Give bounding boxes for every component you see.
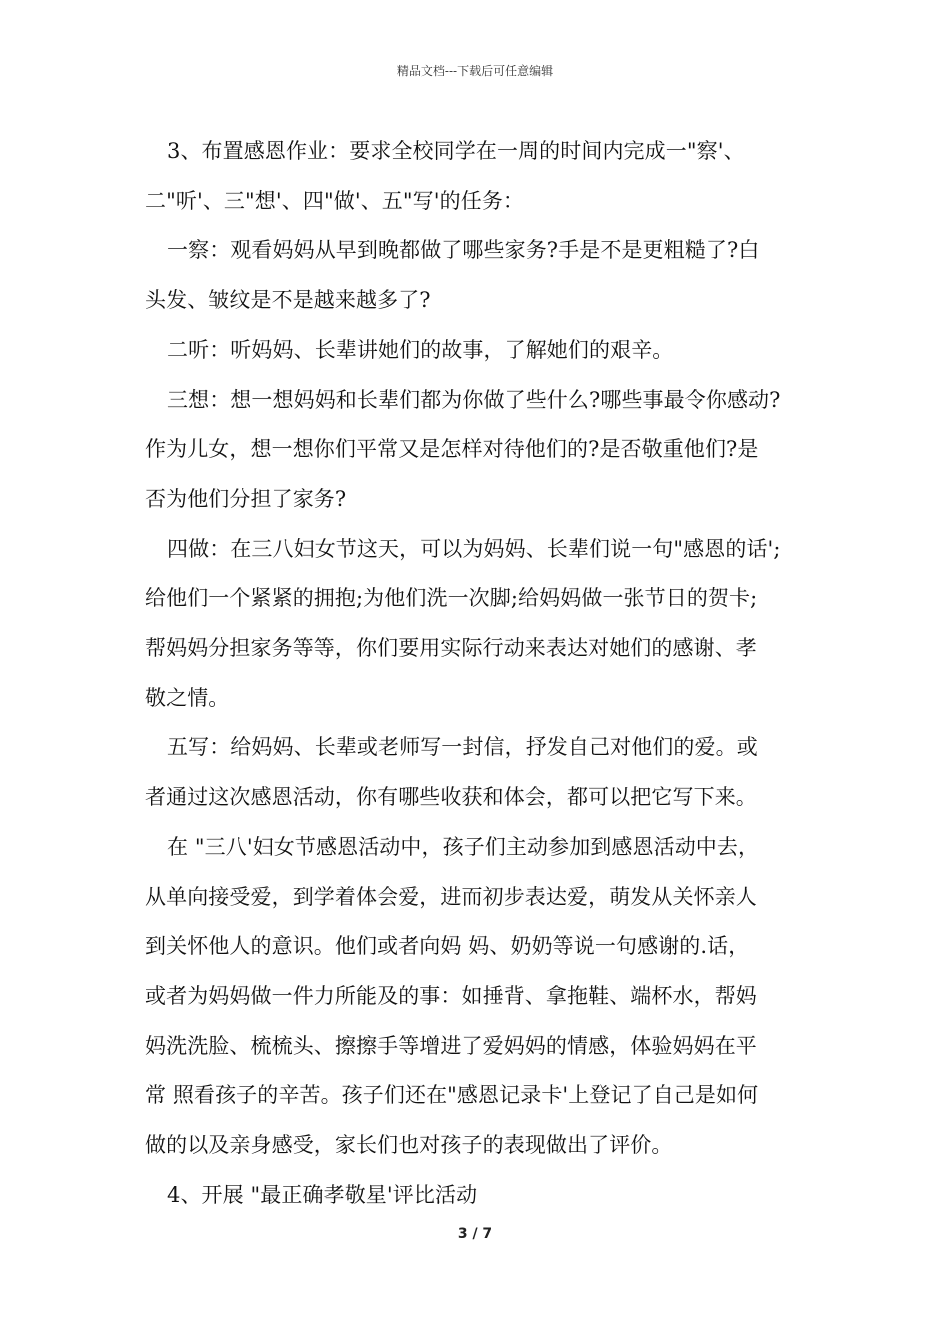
text-line: 帮妈妈分担家务等等，你们要用实际行动来表达对她们的感谢、孝 <box>145 636 757 661</box>
text-line: 二"听'、三"想'、四"做'、五"写'的任务： <box>145 188 525 213</box>
text-line: 四做：在三八妇女节这天，可以为妈妈、长辈们说一句"感恩的话'; <box>167 536 781 561</box>
text-line: 二听：听妈妈、长辈讲她们的故事，了解她们的艰辛。 <box>167 337 674 362</box>
text-line: 3、布置感恩作业：要求全校同学在一周的时间内完成一"察'、 <box>167 139 745 163</box>
text-line: 从单向接受爱，到学着体会爱，进而初步表达爱，萌发从关怀亲人 <box>145 884 757 909</box>
page-header: 精品文档---下载后可任意编辑 <box>396 64 554 78</box>
text-line: 常 照看孩子的辛苦。孩子们还在"感恩记录卡'上登记了自己是如何 <box>145 1083 759 1108</box>
text-line: 到关怀他人的意识。他们或者向妈 妈、奶奶等说一句感谢的.话， <box>145 934 750 959</box>
text-line: 一察：观看妈妈从早到晚都做了哪些家务?手是不是更粗糙了?白 <box>167 238 760 263</box>
page-number: 3 / 7 <box>457 1226 493 1242</box>
text-line: 4、开展 "最正确孝敬星'评比活动 <box>167 1182 478 1207</box>
text-line: 作为儿女，想一想你们平常又是怎样对待他们的?是否敬重他们?是 <box>145 437 759 462</box>
text-line: 者通过这次感恩活动，你有哪些收获和体会，都可以把它写下来。 <box>145 785 757 810</box>
text-line: 做的以及亲身感受，家长们也对孩子的表现做出了评价。 <box>145 1133 673 1158</box>
text-line: 给他们一个紧紧的拥抱;为他们洗一次脚;给妈妈做一张节日的贺卡; <box>145 586 758 611</box>
text-line: 妈洗洗脸、梳梳头、擦擦手等增进了爱妈妈的情感，体验妈妈在平 <box>145 1033 757 1058</box>
text-line: 在 "三八'妇女节感恩活动中，孩子们主动参加到感恩活动中去， <box>167 834 760 859</box>
text-line: 三想：想一想妈妈和长辈们都为你做了些什么?哪些事最令你感动? <box>167 387 781 412</box>
text-line: 敬之情。 <box>145 685 230 710</box>
text-line: 或者为妈妈做一件力所能及的事：如捶背、拿拖鞋、端杯水，帮妈 <box>145 983 757 1008</box>
text-line: 否为他们分担了家务? <box>145 486 347 511</box>
text-line: 头发、皱纹是不是越来越多了? <box>145 288 431 313</box>
text-line: 五写：给妈妈、长辈或老师写一封信，抒发自己对他们的爱。或 <box>167 735 758 760</box>
document-body <box>145 127 815 1220</box>
